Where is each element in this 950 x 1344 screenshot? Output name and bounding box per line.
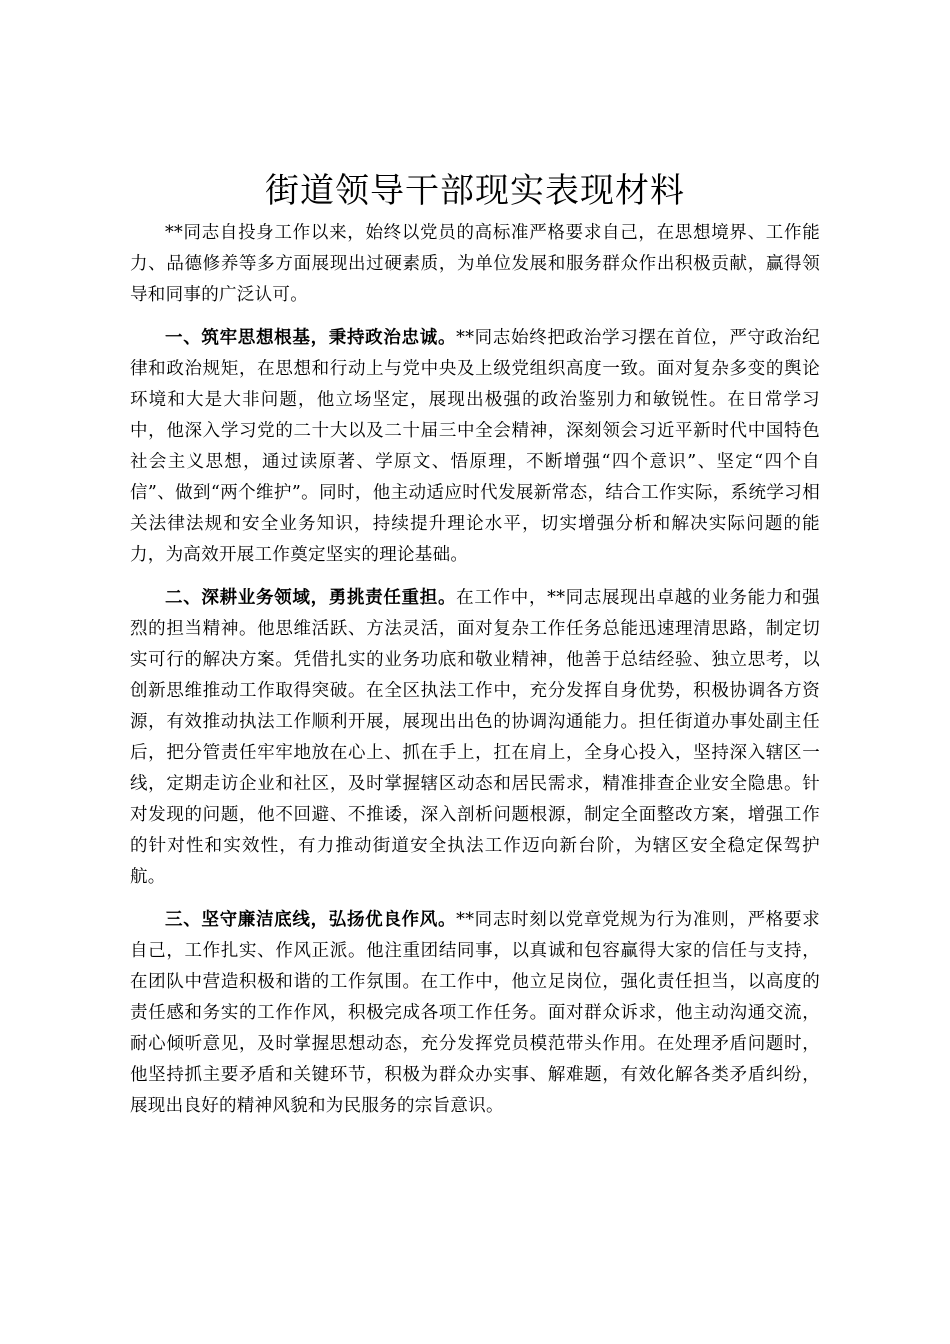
section-1-heading: 一、筑牢思想根基，秉持政治忠诚。 xyxy=(165,328,457,348)
section-1 xyxy=(130,323,820,571)
section-3 xyxy=(130,905,820,1122)
section-2 xyxy=(130,583,820,893)
section-2-heading: 二、深耕业务领域，勇挑责任重担。 xyxy=(165,588,457,608)
section-3-body: **同志时刻以党章党规为行为准则，严格要求自己，工作扎实、作风正派。他注重团结同事，以真诚和包容赢得大家的信任与支持，在团队中营造积极和谐的工作氛围。在工作中，他立足岗位，强化责任担当，以高度的责任感和务实的工作作风，积极完成各项工作任务。面对群众诉求，他主动沟通交流，耐心倾听意见，及时掌握思想动态，充分发挥党员模范带头作用。在处理矛盾问题时，他坚持抓主要矛盾和关键环节，积极为群众办实事、解难题，有效化解各类矛盾纠纷，展现出良好的精神风貌和为民服务的宗旨意识。 xyxy=(130,910,820,1116)
section-3-heading: 三、坚守廉洁底线，弘扬优良作风。 xyxy=(165,910,457,930)
section-1-body: **同志始终把政治学习摆在首位，严守政治纪律和政治规矩，在思想和行动上与党中央及上级党组织高度一致。面对复杂多变的舆论环境和大是大非问题，他立场坚定，展现出极强的政治鉴别力和敏锐性。在日常学习中，他深入学习党的二十大以及二十届三中全会精神，深刻领会习近平新时代中国特色社会主义思想，通过读原著、学原文、悟原理，不断增强“四个意识”、坚定“四个自信”、做到“两个维护”。同时，他主动适应时代发展新常态，结合工作实际，系统学习相关法律法规和安全业务知识，持续提升理论水平，切实增强分析和解决实际问题的能力，为高效开展工作奠定坚实的理论基础。 xyxy=(130,328,820,565)
intro-paragraph: **同志自投身工作以来，始终以党员的高标准严格要求自己，在思想境界、工作能力、品德修养等多方面展现出过硬素质，为单位发展和服务群众作出积极贡献，赢得领导和同事的广泛认可。 xyxy=(130,223,820,305)
document-page xyxy=(130,168,820,1122)
section-2-body: 在工作中，**同志展现出卓越的业务能力和强烈的担当精神。他思维活跃、方法灵活，面对复杂工作任务总能迅速理清思路，制定切实可行的解决方案。凭借扎实的业务功底和敬业精神，他善于总结经验、独立思考，以创新思维推动工作取得突破。在全区执法工作中，充分发挥自身优势，积极协调各方资源，有效推动执法工作顺利开展，展现出出色的协调沟通能力。担任街道办事处副主任后，把分管责任牢牢地放在心上、抓在手上，扛在肩上，全身心投入，坚持深入辖区一线，定期走访企业和社区，及时掌握辖区动态和居民需求，精准排查企业安全隐患。针对发现的问题，他不回避、不推诿，深入剖析问题根源，制定全面整改方案，增强工作的针对性和实效性，有力推动街道安全执法工作迈向新台阶，为辖区安全稳定保驾护航。 xyxy=(130,588,820,887)
document-title: 街道领导干部现实表现材料 xyxy=(265,171,685,211)
